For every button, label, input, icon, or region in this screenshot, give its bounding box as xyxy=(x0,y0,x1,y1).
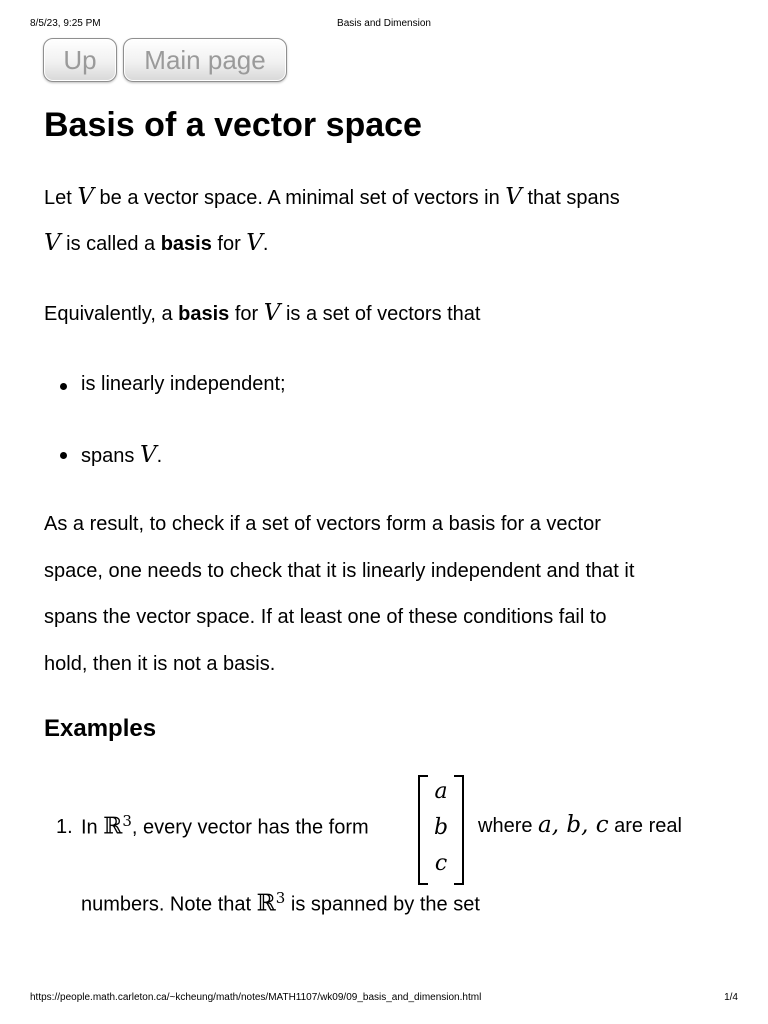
print-title: Basis and Dimension xyxy=(337,18,431,29)
matrix-entry-b: b xyxy=(433,815,449,840)
intro-line-1: Let V be a vector space. A minimal set of vectors in V that spans xyxy=(44,184,620,210)
example-1-line-1: In ℝ$^3$, every vector has the form xyxy=(81,812,369,840)
page-url: https://people.math.carleton.ca/~kcheung/math/notes/MATH1107/wk09/09_basis_and_dimension.html xyxy=(30,992,482,1003)
column-vector-matrix xyxy=(418,775,464,883)
result-line-1: As a result, to check if a set of vectors form a basis for a vector xyxy=(44,513,601,535)
list-number: 1. xyxy=(56,816,73,838)
math-V: V xyxy=(139,442,157,468)
math-V: V xyxy=(77,184,94,210)
matrix-entry-c: c xyxy=(434,851,448,876)
basis-term: basis xyxy=(160,233,212,255)
print-header xyxy=(30,18,738,32)
math-vars: a, b, c xyxy=(538,812,609,838)
result-line-3: spans the vector space. If at least one of these conditions fail to xyxy=(44,606,607,628)
reals-symbol: ℝ xyxy=(256,890,276,917)
matrix-entry-a: a xyxy=(434,779,448,804)
math-V: V xyxy=(246,230,263,256)
print-footer xyxy=(30,992,738,1006)
math-V: V xyxy=(44,230,61,256)
bullet-item-2: spans V. xyxy=(81,442,163,468)
print-datetime: 8/5/23, 9:25 PM xyxy=(30,18,101,29)
result-line-4: hold, then it is not a basis. xyxy=(44,653,276,675)
math-V: V xyxy=(263,300,281,326)
examples-heading: Examples xyxy=(44,715,157,742)
math-V: V xyxy=(505,184,522,210)
page-title: Basis of a vector space xyxy=(44,106,422,144)
example-1-line-2: numbers. Note that ℝ$^3$ is spanned by the set xyxy=(81,889,480,917)
basis-term: basis xyxy=(178,303,230,325)
bullet-item-1: is linearly independent; xyxy=(81,373,286,395)
equiv-line: Equivalently, a basis for V is a set of vectors that xyxy=(44,300,481,326)
main-page-button[interactable]: Main page xyxy=(123,38,287,82)
result-line-2: space, one needs to check that it is linearly independent and that it xyxy=(44,560,635,582)
intro-line-2: V is called a basis for V. xyxy=(44,230,269,256)
up-button[interactable]: Up xyxy=(43,38,117,82)
example-1-line-1-tail: where a, b, c are real xyxy=(478,812,682,838)
page-number: 1/4 xyxy=(724,992,738,1003)
reals-symbol: ℝ xyxy=(103,813,123,840)
bullet-dot xyxy=(60,383,67,390)
bullet-dot xyxy=(60,452,67,459)
